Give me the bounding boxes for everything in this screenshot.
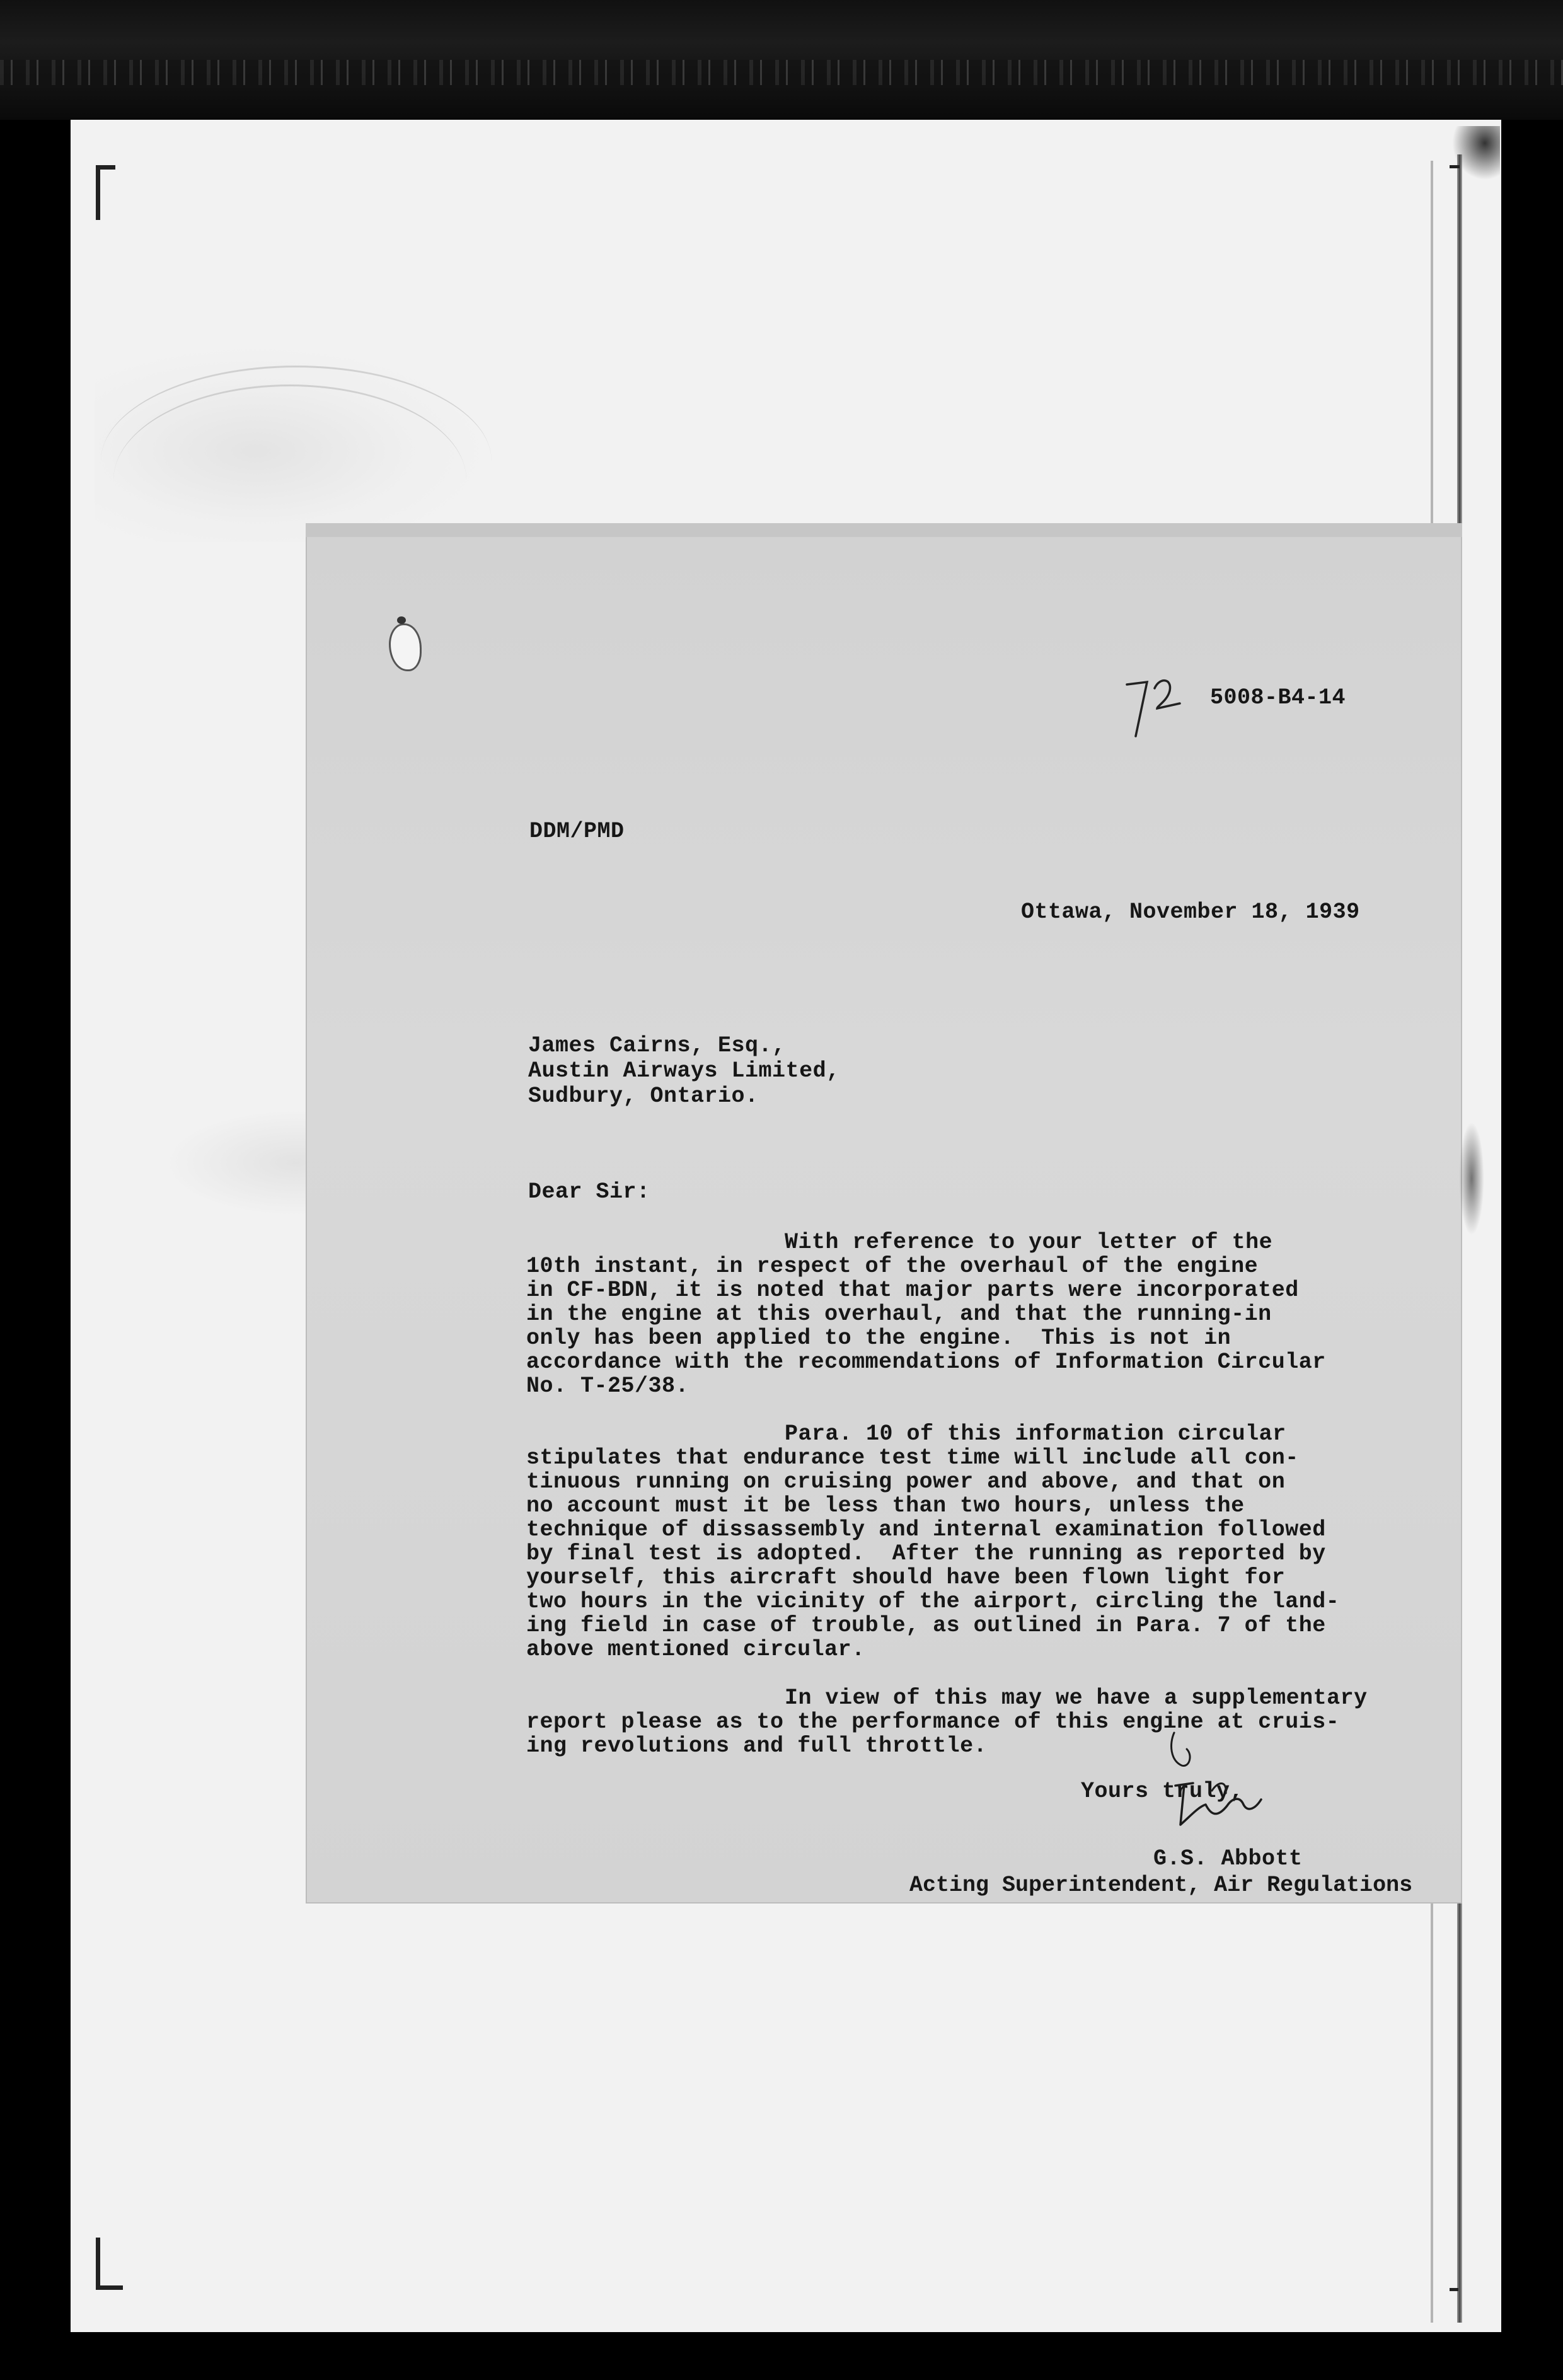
body-line: ing field in case of trouble, as outlined in Para. 7 of the xyxy=(526,1613,1326,1638)
body-line: In view of this may we have a supplementary xyxy=(785,1685,1368,1711)
body-line: yourself, this aircraft should have been flown light for xyxy=(526,1565,1286,1590)
body-line: in CF-BDN, it is noted that major parts were incorporated xyxy=(526,1278,1299,1303)
body-line: no account must it be less than two hours, unless the xyxy=(526,1493,1245,1518)
tape-residue xyxy=(95,340,498,542)
place-and-date: Ottawa, November 18, 1939 xyxy=(1021,899,1360,925)
recipient-name: James Cairns, Esq., xyxy=(528,1033,786,1058)
closing: Yours truly, xyxy=(1081,1779,1244,1804)
body-line: stipulates that endurance test time will include all con- xyxy=(526,1445,1299,1470)
letter-top-edge xyxy=(306,523,1462,537)
recipient-company: Austin Airways Limited, xyxy=(528,1058,840,1083)
body-line: No. T-25/38. xyxy=(526,1373,689,1399)
gutter-wear-mark xyxy=(1459,1122,1484,1235)
handwritten-folio-number xyxy=(1122,667,1197,742)
body-line: technique of dissassembly and internal examination followed xyxy=(526,1517,1326,1542)
body-line: only has been applied to the engine. This is not in xyxy=(526,1326,1231,1351)
body-line: two hours in the vicinity of the airport, circling the land- xyxy=(526,1589,1340,1614)
film-edge-texture xyxy=(0,60,1563,85)
body-line: With reference to your letter of the xyxy=(785,1230,1273,1255)
signatory-title: Acting Superintendent, Air Regulations xyxy=(909,1873,1413,1898)
body-line: above mentioned circular. xyxy=(526,1637,865,1662)
salutation: Dear Sir: xyxy=(528,1179,650,1204)
body-line: report please as to the performance of this engine at cruis- xyxy=(526,1709,1340,1735)
file-number: 5008-B4-14 xyxy=(1210,685,1346,710)
body-line: 10th instant, in respect of the overhaul of the engine xyxy=(526,1254,1259,1279)
recipient-location: Sudbury, Ontario. xyxy=(528,1083,759,1109)
body-line: by final test is adopted. After the running as reported by xyxy=(526,1541,1326,1566)
reference-initials: DDM/PMD xyxy=(529,819,625,844)
crop-mark-top-right xyxy=(1450,165,1460,187)
body-line: ing revolutions and full throttle. xyxy=(526,1733,988,1759)
crop-mark-top-left xyxy=(96,165,115,220)
crop-mark-bottom-left xyxy=(96,2238,123,2290)
body-line: accordance with the recommendations of Information Circular xyxy=(526,1349,1326,1375)
crop-mark-bottom-right xyxy=(1450,2250,1458,2291)
body-line: tinuous running on cruising power and above, and that on xyxy=(526,1469,1286,1494)
body-line: Para. 10 of this information circular xyxy=(785,1421,1286,1447)
signatory-name: G.S. Abbott xyxy=(1153,1846,1303,1871)
body-line: in the engine at this overhaul, and that the running-in xyxy=(526,1302,1272,1327)
handwritten-signature xyxy=(1156,1730,1295,1856)
